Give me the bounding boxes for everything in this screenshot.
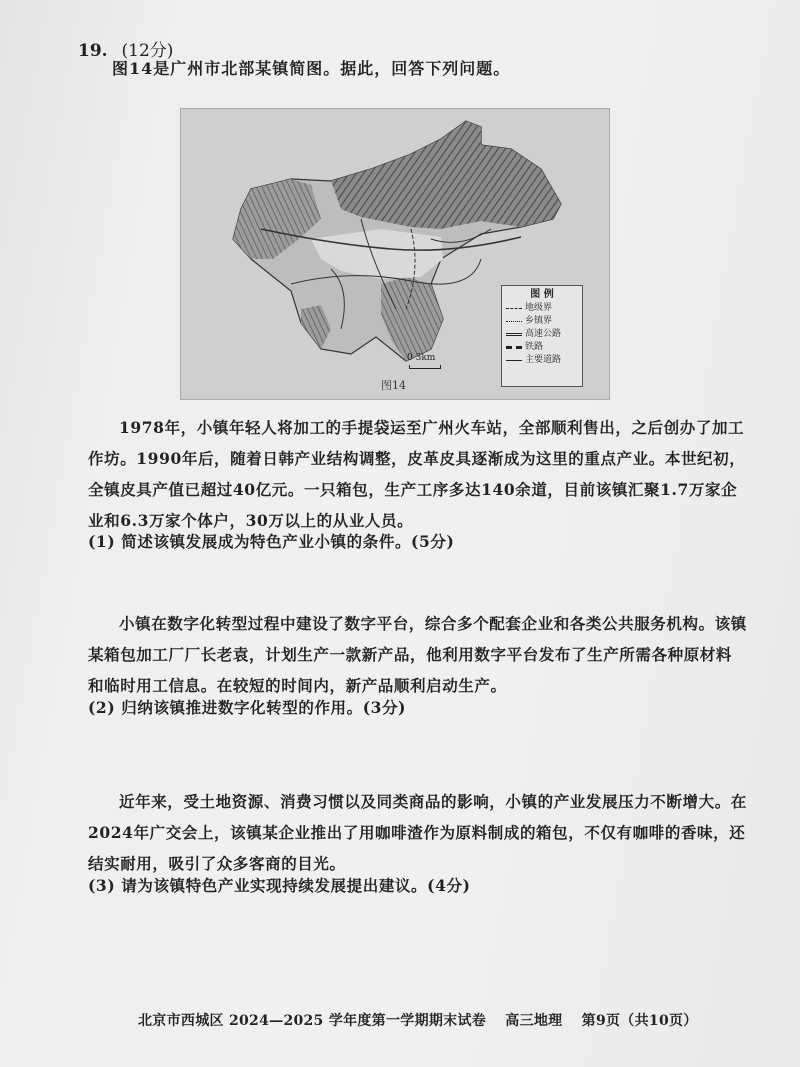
question-number-text: 19. (78, 41, 108, 61)
sub-question-2: (2) 归纳该镇推进数字化转型的作用。(3分) (88, 698, 407, 717)
figure-caption: 图14 (381, 379, 406, 392)
dash-dot-line-icon (506, 308, 522, 309)
footer-page-number: 第9页（共10页） (581, 1013, 698, 1029)
passage-1: 1978年，小镇年轻人将加工的手提袋运至广州火车站，全部顺利售出，之后创办了加工作坊。1990年后，随着日韩产业结构调整，皮革皮具逐渐成为这里的重点产业。本世纪初，全镇皮具产值已超过40亿元。一只箱包，生产工序多达140余道，目前该镇汇聚1.7万家企业和6.3万家个体户，30万以上的从业人员。 (88, 418, 746, 530)
legend-item-label: 乡镇界 (525, 316, 553, 326)
legend-item (506, 341, 578, 354)
legend-item (506, 328, 578, 341)
legend-item-label: 主要道路 (525, 355, 562, 365)
town-map-figure (180, 108, 610, 400)
scale-label: 0 3km (407, 353, 436, 363)
footer-subject: 高三地理 (505, 1013, 563, 1029)
footer-exam-title: 北京市西城区 2024—2025 学年度第一学期期末试卷 (138, 1013, 487, 1029)
legend-item (506, 354, 578, 367)
passage-3: 近年来，受土地资源、消费习惯以及同类商品的影响，小镇的产业发展压力不断增大。在2024年广交会上，该镇某企业推出了用咖啡渣作为原料制成的箱包，不仅有咖啡的香味，还结实耐用，吸引了众多客商的目光。 (88, 792, 747, 873)
question-intro: 图14是广州市北部某镇简图。据此，回答下列问题。 (112, 59, 511, 78)
thin-line-icon (506, 360, 522, 361)
map-legend (501, 285, 583, 387)
legend-title: 图 例 (530, 289, 554, 300)
dashed-line-icon (506, 321, 522, 322)
page-footer (138, 1010, 712, 1030)
legend-item-label: 铁路 (525, 342, 544, 352)
scale-bar (409, 365, 441, 369)
legend-item-label: 高速公路 (525, 329, 562, 339)
question-points: (12分) (121, 41, 174, 61)
passage-2: 小镇在数字化转型过程中建设了数字平台，综合多个配套企业和各类公共服务机构。该镇某箱包加工厂厂长老袁，计划生产一款新产品，他利用数字平台发布了生产所需各种原材料和临时用工信息。在较短的时间内，新产品顺利启动生产。 (88, 614, 747, 695)
rail-line-icon (506, 346, 522, 349)
sub-question-1: (1) 简述该镇发展成为特色产业小镇的条件。(5分) (88, 532, 455, 551)
legend-item (506, 302, 578, 315)
legend-item-label: 地级界 (525, 303, 553, 313)
sub-question-3: (3) 请为该镇特色产业实现持续发展提出建议。(4分) (88, 876, 471, 895)
double-line-icon (506, 333, 522, 336)
legend-item (506, 315, 578, 328)
